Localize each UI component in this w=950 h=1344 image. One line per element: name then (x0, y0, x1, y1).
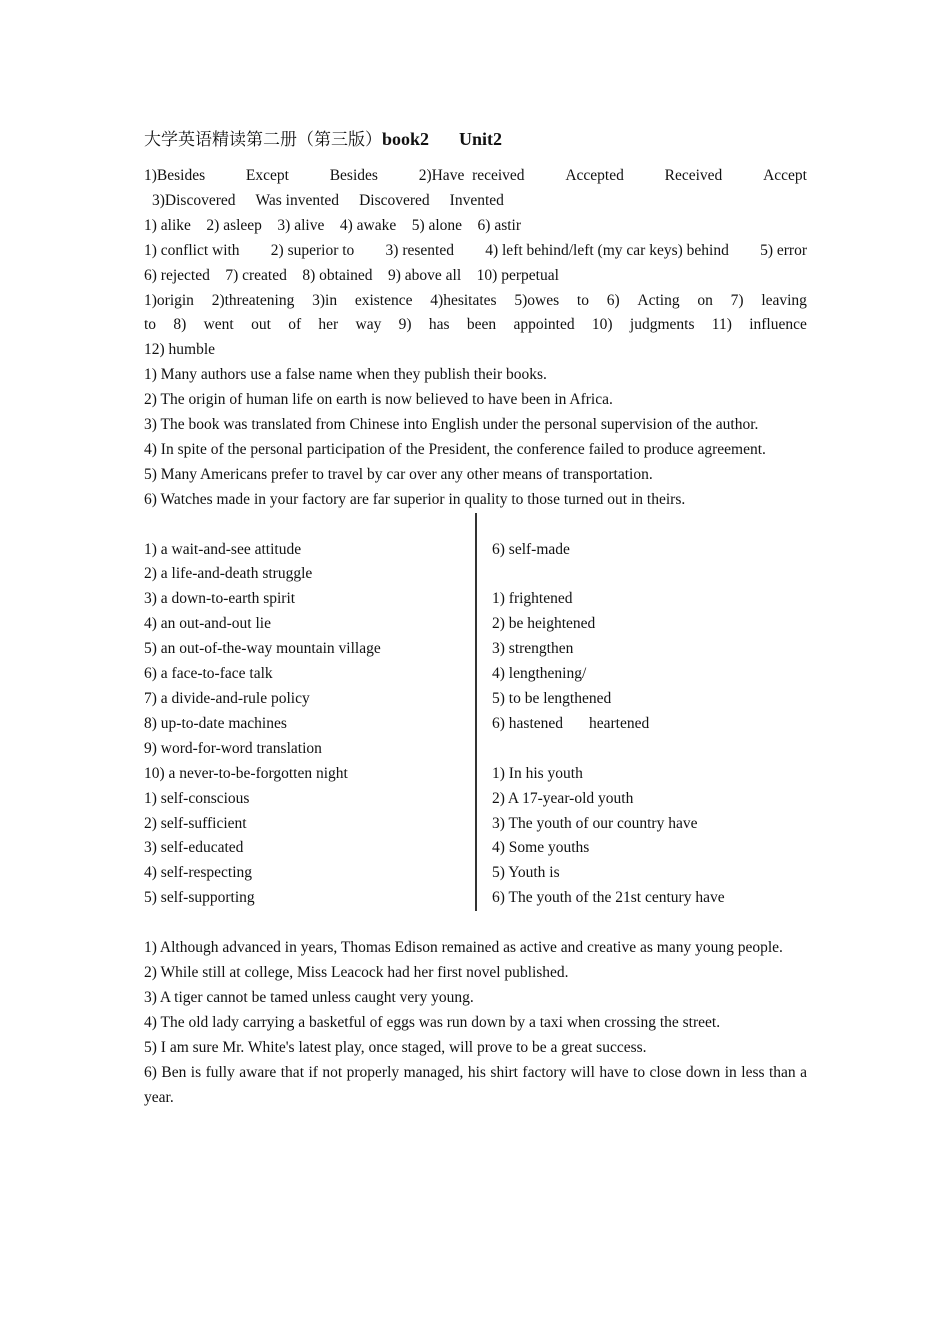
ex4-word: 1)origin (144, 291, 194, 309)
ex1-item: 2)Have received (418, 167, 525, 184)
right-item: 3) strengthen (492, 640, 574, 658)
right-item: 5) to be lengthened (492, 690, 612, 707)
title-chinese: 大学英语精读第二册（第三版） (144, 130, 382, 150)
ex5-sentence: 4) In spite of the personal participation of the President, the conference failed to produce agreement. (144, 440, 766, 458)
left-item: 3) self-educated (144, 839, 244, 857)
left-item: 5) self-supporting (144, 889, 255, 907)
right-item: 1) In his youth (492, 764, 583, 782)
ex1-item: 1)Besides (144, 167, 206, 184)
ex1-item: Invented (449, 191, 504, 209)
ex1-item: Received (664, 167, 723, 184)
ex4-word: to (576, 291, 589, 309)
ex1-item: Was invented (255, 191, 340, 209)
ex5-sentence: 5) Many Americans prefer to travel by car over any other means of transportation. (144, 465, 653, 483)
ex4-word: 2)threatening (211, 291, 295, 309)
right-column (476, 513, 725, 911)
ex2-line: 1) alike 2) asleep 3) alive 4) awake 5) alone 6) astir (144, 216, 522, 234)
ex1-item: Accepted (565, 167, 624, 184)
ex1-item: Besides (329, 167, 378, 184)
ex4-word: out (251, 316, 271, 334)
ex4-word: 4)hesitates (430, 291, 497, 309)
ex3-item: 1) conflict with (144, 241, 240, 259)
title-unit: Unit2 (459, 129, 503, 149)
final-sentence: 1) Although advanced in years, Thomas Edison remained as active and creative as many young people. (144, 939, 783, 957)
ex4-word: been (466, 316, 497, 334)
ex4-word: 8) (173, 316, 187, 334)
left-item: 10) a never-to-be-forgotten night (144, 764, 348, 782)
ex4-word: 7) (730, 291, 744, 309)
ex4-word: 5)owes (514, 291, 560, 309)
ex4-word: 3)in (312, 291, 338, 309)
left-item: 6) a face-to-face talk (144, 665, 273, 683)
ex5-sentence: 3) The book was translated from Chinese into English under the personal supervision of the author. (144, 416, 759, 434)
left-item: 4) self-respecting (144, 864, 253, 882)
ex3-row2: 6) rejected 7) created 8) obtained 9) above all 10) perpetual (144, 266, 559, 284)
ex4-word: way (355, 316, 382, 334)
left-item: 2) a life-and-death struggle (144, 565, 313, 583)
right-item: 5) Youth is (492, 864, 560, 882)
left-column (144, 513, 476, 911)
final-sentence: 3) A tiger cannot be tamed unless caught very young. (144, 988, 474, 1006)
ex4-word: of (288, 316, 302, 334)
ex4-word: Acting (637, 291, 680, 309)
left-item: 1) a wait-and-see attitude (144, 540, 302, 558)
right-item (492, 712, 725, 737)
ex1-row2 (144, 189, 807, 214)
ex3-item: 3) resented (385, 241, 454, 259)
ex4-word: 9) (398, 316, 412, 334)
ex1-item: Discovered (359, 191, 430, 209)
ex4-word: influence (749, 316, 807, 334)
ex3-item: 5) error (760, 241, 807, 259)
right-item: 6) self-made (492, 540, 570, 558)
document-page (144, 124, 807, 1110)
ex3-item: 4) left behind/left (my car keys) behind (485, 241, 729, 259)
right-item: 4) Some youths (492, 839, 590, 857)
ex4-word: has (428, 316, 450, 334)
ex5-sentence: 2) The origin of human life on earth is now believed to have been in Africa. (144, 391, 613, 409)
left-item: 2) self-sufficient (144, 814, 247, 832)
ex3-row1 (144, 239, 807, 264)
title-book: book2 (382, 129, 430, 149)
ex4-row3: 12) humble (144, 341, 216, 359)
two-column-section (144, 513, 807, 911)
left-item: 1) self-conscious (144, 789, 250, 807)
left-item: 5) an out-of-the-way mountain village (144, 640, 381, 658)
ex5-sentence: 1) Many authors use a false name when they publish their books. (144, 366, 547, 384)
right-item-part: heartened (589, 714, 650, 732)
left-item: 7) a divide-and-rule policy (144, 690, 310, 708)
column-divider (475, 513, 477, 911)
left-item: 8) up-to-date machines (144, 714, 287, 732)
final-sentence: 5) I am sure Mr. White's latest play, once staged, will prove to be a great success. (144, 1038, 647, 1056)
left-item: 9) word-for-word translation (144, 739, 322, 757)
right-item-part: 6) hastened (492, 714, 564, 732)
ex4-word: existence (354, 291, 413, 309)
right-item: 4) lengthening/ (492, 665, 587, 683)
left-item: 4) an out-and-out lie (144, 615, 271, 633)
ex4-word: on (697, 291, 713, 309)
final-sentence: 6) Ben is fully aware that if not properly managed, his shirt factory will have to close down in less than a year. (144, 1063, 807, 1106)
page-title (144, 124, 807, 154)
ex4-word: 6) (606, 291, 620, 309)
ex1-item: 3)Discovered (152, 191, 236, 209)
ex4-row2 (144, 313, 807, 338)
ex3-item: 2) superior to (270, 241, 355, 259)
final-sentence: 4) The old lady carrying a basketful of eggs was run down by a taxi when crossing the street. (144, 1013, 721, 1031)
ex4-word: to (144, 316, 157, 334)
ex1-item: Except (245, 167, 289, 184)
ex4-word: 11) (711, 316, 732, 334)
right-item: 2) A 17-year-old youth (492, 789, 634, 807)
ex1-row1 (144, 164, 807, 189)
right-item: 2) be heightened (492, 615, 596, 633)
right-item: 6) The youth of the 21st century have (492, 889, 725, 907)
ex4-word: her (318, 316, 339, 334)
final-sentence: 2) While still at college, Miss Leacock had her first novel published. (144, 963, 569, 981)
left-item: 3) a down-to-earth spirit (144, 590, 296, 608)
ex4-word: appointed (513, 316, 575, 334)
ex4-row1 (144, 289, 807, 314)
ex4-word: leaving (761, 291, 807, 309)
ex1-item: Accept (763, 167, 807, 184)
ex4-word: judgments (629, 316, 695, 334)
right-item: 3) The youth of our country have (492, 814, 698, 832)
ex4-word: went (203, 316, 234, 334)
ex4-word: 10) (591, 316, 613, 334)
right-item: 1) frightened (492, 590, 573, 608)
ex5-sentence: 6) Watches made in your factory are far superior in quality to those turned out in theirs. (144, 490, 686, 508)
